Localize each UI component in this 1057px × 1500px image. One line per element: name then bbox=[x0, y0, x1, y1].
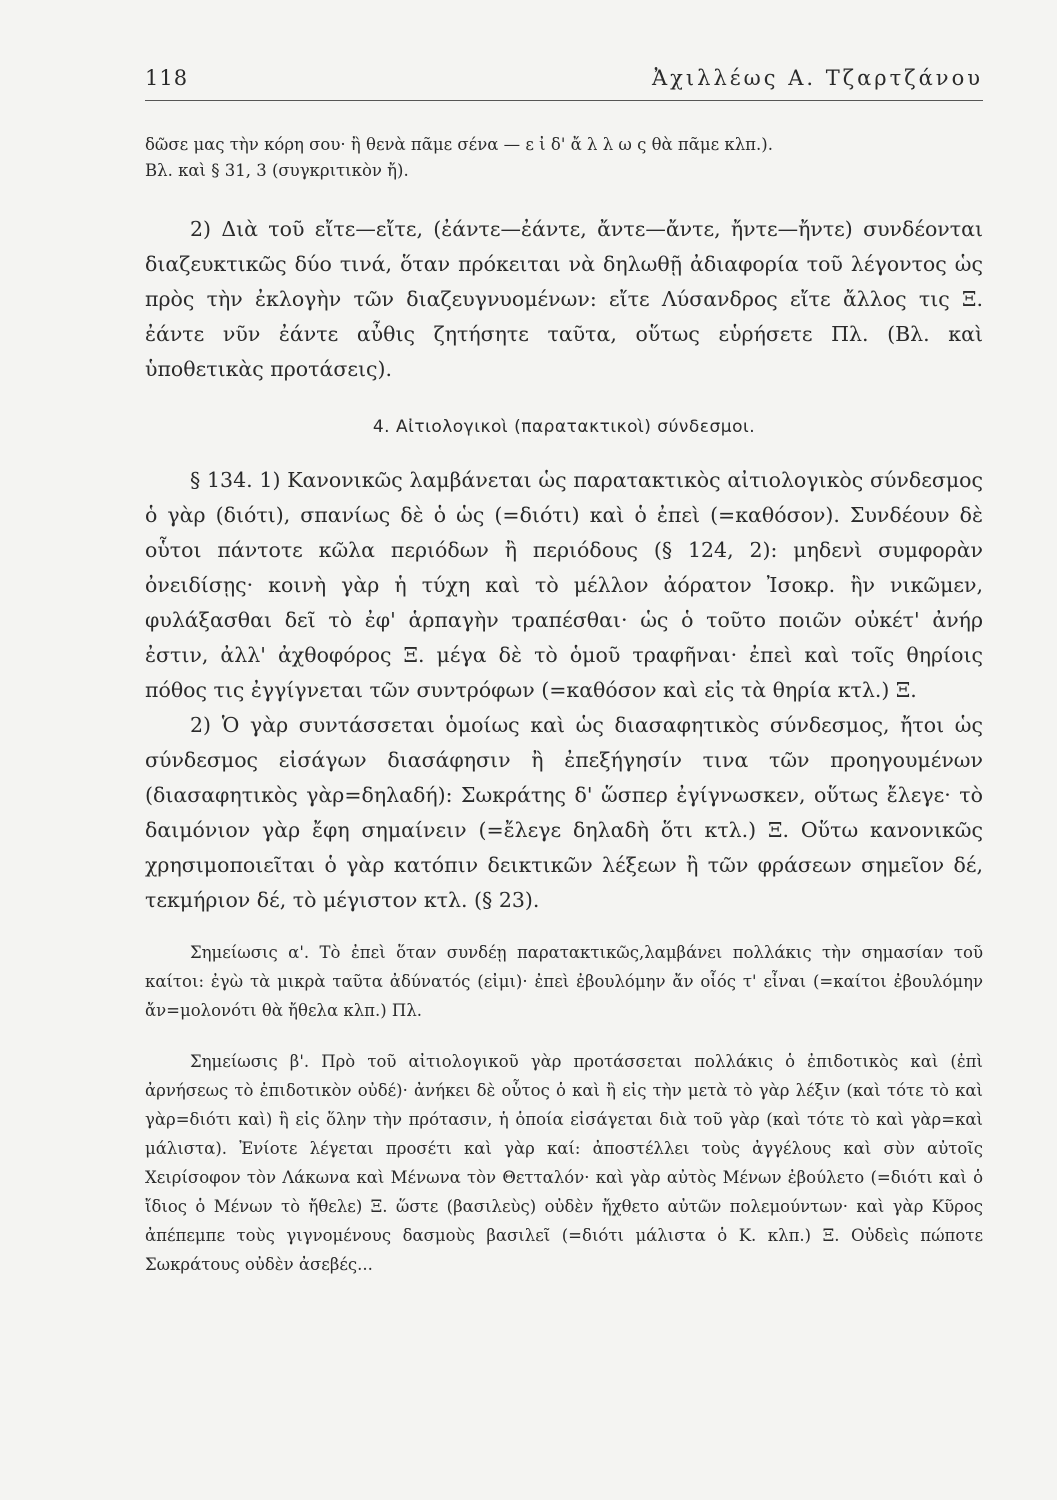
paragraph-eite: 2) Διὰ τοῦ εἴτε—εἴτε, (ἐάντε—ἐάντε, ἄντε—ἄντε, ἤντε—ἤντε) συνδέονται διαζευκτικῶς δύο τινά, ὅταν πρόκειται νὰ δηλωθῇ ἀδιαφορία τοῦ λέγοντος ὡς πρὸς τὴν ἐκλογὴν τῶν διαζευγνυομένων: εἴτε Λύσανδρος εἴτε ἄλλος τις Ξ. ἐάντε νῦν ἐάντε αὖθις ζητήσητε ταῦτα, οὕτως εὑρήσετε Πλ. (Βλ. καὶ ὑποθετικὰς προτάσεις). bbox=[145, 217, 983, 381]
spacer bbox=[145, 184, 983, 212]
note-alpha: Σημείωσις α'. Τὸ ἐπεὶ ὅταν συνδέῃ παρατακτικῶς,λαμβάνει πολλάκις τὴν σημασίαν τοῦ καίτοι: ἐγὼ τὰ μικρὰ ταῦτα ἀδύνατός (εἰμι)· ἐπεὶ ἐβουλόμην ἄν οἷός τ' εἶναι (=καίτοι ἐβουλόμην ἄν=μολονότι θὰ ἤθελα κλπ.) Πλ. bbox=[145, 943, 983, 1020]
paragraph-134-1: § 134. 1) Κανονικῶς λαμβάνεται ὡς παρατακτικὸς αἰτιολογικὸς σύνδεσμος ὁ γὰρ (διότι), σπανίως δὲ ὁ ὡς (=διότι) καὶ ὁ ἐπεὶ (=καθόσον). Συνδέουν δὲ οὗτοι πάντοτε κῶλα περιόδων ἢ περιόδους (§ 124, 2): μηδενὶ συμφορὰν ὀνειδίσῃς· κοινὴ γὰρ ἡ τύχη καὶ τὸ μέλλον ἀόρατον Ἰσοκρ. ἢν νικῶμεν, φυλάξασθαι δεῖ τὸ ἐφ' ἁρπαγὴν τραπέσθαι· ὡς ὁ τοῦτο ποιῶν οὐκέτ' ἀνήρ ἐστιν, ἀλλ' ἀχθοφόρος Ξ. μέγα δὲ τὸ ὁμοῦ τραφῆναι· ἐπεὶ καὶ τοῖς θηρίοις πόθος τις ἐγγίγνεται τῶν συντρόφων (=καθόσον καὶ εἰς τὰ θηρία κτλ.) Ξ. bbox=[145, 468, 983, 702]
spacer bbox=[145, 918, 983, 938]
section-heading: 4. Αἰτιολογικοὶ (παρατακτικοὶ) σύνδεσμοι. bbox=[372, 417, 756, 437]
page-number: 118 bbox=[145, 66, 189, 90]
paragraph-134-2: 2) Ὁ γὰρ συντάσσεται ὁμοίως καὶ ὡς διασαφητικὸς σύνδεσμος, ἤτοι ὡς σύνδεσμος εἰσάγων διασάφησιν ἢ ἐπεξήγησίν τινα τῶν προηγουμένων (διασαφητικὸς γὰρ=δηλαδή): Σωκράτης δ' ὥσπερ ἐγίγνωσκεν, οὕτως ἔλεγε· τὸ δαιμόνιον γὰρ ἔφη σημαίνειν (=ἔλεγε δηλαδὴ ὅτι κτλ.) Ξ. Οὕτω κανονικῶς χρησιμοποιεῖται ὁ γὰρ κατόπιν δεικτικῶν λέξεων ἢ τῶν φράσεων σημεῖον δέ, τεκμήριον δέ, τὸ μέγιστον κτλ. (§ 23). bbox=[145, 713, 983, 912]
running-head: Ἀχιλλέως Α. Τζαρτζάνου bbox=[652, 66, 983, 90]
intro-line-1: δῶσε μας τὴν κόρη σου· ἢ θενὰ πᾶμε σένα — ε ἰ δ' ἄ λ λ ω ς θὰ πᾶμε κλπ.). bbox=[145, 135, 773, 154]
intro-line-2: Βλ. καὶ § 31, 3 (συγκριτικὸν ἤ). bbox=[145, 161, 409, 180]
note-beta: Σημείωσις β'. Πρὸ τοῦ αἰτιολογικοῦ γὰρ προτάσσεται πολλάκις ὁ ἐπιδοτικὸς καὶ (ἐπὶ ἀρνήσεως τὸ ἐπιδοτικὸν οὐδέ)· ἀνήκει δὲ οὗτος ὁ καὶ ἢ εἰς τὴν μετὰ τὸ γὰρ λέξιν (καὶ τότε τὸ καὶ γὰρ=διότι καὶ) ἢ εἰς ὅλην τὴν πρότασιν, ἡ ὁποία εἰσάγεται διὰ τοῦ γὰρ (καὶ τότε τὸ καὶ γὰρ=καὶ μάλιστα). Ἐνίοτε λέγεται προσέτι καὶ γὰρ καί: ἀποστέλλει τοὺς ἀγγέλους καὶ σὺν αὐτοῖς Χειρίσοφον τὸν Λάκωνα καὶ Μένωνα τὸν Θετταλόν· καὶ γὰρ αὐτὸς Μένων ἐβούλετο (=διότι καὶ ὁ ἴδιος ὁ Μένων τὸ ἤθελε) Ξ. ὥστε (βασιλεὺς) οὐδὲν ἤχθετο αὐτῶν πολεμούντων· καὶ γὰρ Κῦρος ἀπέπεμπε τοὺς γιγνομένους δασμοὺς βασιλεῖ (=διότι μάλιστα ὁ Κ. κλπ.) Ξ. Οὐδεὶς πώποτε Σωκράτους οὐδὲν ἀσεβές... bbox=[145, 1052, 983, 1274]
header-rule bbox=[145, 100, 983, 101]
page-header bbox=[145, 66, 983, 102]
spacer bbox=[145, 1025, 983, 1047]
page-body bbox=[145, 132, 983, 1279]
